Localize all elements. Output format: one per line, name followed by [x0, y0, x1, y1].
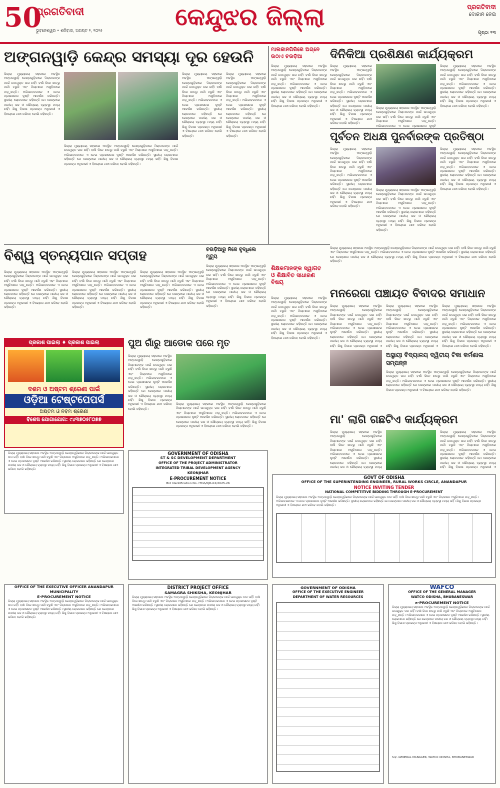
headline-anganwadi: ଅଙ୍ଗନୱାଡ଼ି କେନ୍ଦ୍ର ସମସ୍ୟା ଦୂର ହେଉନି	[4, 48, 254, 66]
supt-gov: GOVT OF ODISHA	[363, 475, 405, 480]
article-purbatana-col1: ଜିଲ୍ଲା ମୁଖ୍ୟାଳୟ ସହରରେ ଅବସ୍ଥିତ ଅଙ୍ଗନୱାଡ଼ି କେନ୍ଦ୍ରଗୁଡ଼ିକରେ ପିଲାମାନଙ୍କ ପାଇଁ ଉପଯୁକ୍ତ ଘର ନାହିଁ। ବର୍ଷା ଦିନେ ଛାତରୁ ପାଣି ଝରୁଛି ଏବଂ ପିଲାମାନେ ଅସୁବିଧାରେ ପଡ଼ୁଛନ୍ତି। ଅଭିଭାବକମାନେ ଏ ନେଇ ପ୍ରଶାସନର ଦୃଷ୍ଟି ଆକର୍ଷଣ କରିଛନ୍ତି। ସ୍ଥାନୀୟ ଲୋକମାନେ କହିଛନ୍ତି ଯେ କେନ୍ଦ୍ରରେ ପାନୀୟ ଜଳ ଓ ଶୌଚାଳୟ ବ୍ୟବସ୍ଥା ମଧ୍ୟ ନାହିଁ। ଶିଶୁ ବିକାଶ ପ୍ରକଳ୍ପ ଅଧିକାରୀ ଏ ବିଷୟରେ ଯାଞ୍ଚ କରିବେ ବୋଲି କହିଛନ୍ତି।	[330, 147, 372, 209]
samagra-sub: SAMAGRA SHIKSHA, KEONJHAR	[164, 590, 232, 595]
article-breastfeeding-col3: ଜିଲ୍ଲା ମୁଖ୍ୟାଳୟ ସହରରେ ଅବସ୍ଥିତ ଅଙ୍ଗନୱାଡ଼ି କେନ୍ଦ୍ରଗୁଡ଼ିକରେ ପିଲାମାନଙ୍କ ପାଇଁ ଉପଯୁକ୍ତ ଘର ନାହିଁ। ବର୍ଷା ଦିନେ ଛାତରୁ ପାଣି ଝରୁଛି ଏବଂ ପିଲାମାନେ ଅସୁବିଧାରେ ପଡ଼ୁଛନ୍ତି। ଅଭିଭାବକମାନେ ଏ ନେଇ ପ୍ରଶାସନର ଦୃଷ୍ଟି ଆକର୍ଷଣ କରିଛନ୍ତି। ସ୍ଥାନୀୟ ଲୋକମାନେ କହିଛନ୍ତି ଯେ କେନ୍ଦ୍ରରେ ପାନୀୟ ଜଳ ଓ ଶୌଚାଳୟ ବ୍ୟବସ୍ଥା ମଧ୍ୟ ନାହିଁ। ଶିଶୁ ବିକାଶ ପ୍ରକଳ୍ପ ଅଧିକାରୀ ଏ ବିଷୟରେ ଯାଞ୍ଚ କରିବେ ବୋଲି କହିଛନ୍ତି।	[140, 270, 204, 310]
headline-side-mid: ଶିକ୍ଷକମାନଙ୍କ ସ୍ୱାଗତ ଓ ଶିକ୍ଷାବିତ ସାଧାରଣ ବିଷୟ	[271, 266, 322, 286]
supt-type: NATIONAL COMPETITIVE BIDDING THROUGH E-PROCUREMENT	[325, 490, 443, 494]
article-death-col1: ଜିଲ୍ଲା ମୁଖ୍ୟାଳୟ ସହରରେ ଅବସ୍ଥିତ ଅଙ୍ଗନୱାଡ଼ି କେନ୍ଦ୍ରଗୁଡ଼ିକରେ ପିଲାମାନଙ୍କ ପାଇଁ ଉପଯୁକ୍ତ ଘର ନାହିଁ। ବର୍ଷା ଦିନେ ଛାତରୁ ପାଣି ଝରୁଛି ଏବଂ ପିଲାମାନେ ଅସୁବିଧାରେ ପଡ଼ୁଛନ୍ତି। ଅଭିଭାବକମାନେ ଏ ନେଇ ପ୍ରଶାସନର ଦୃଷ୍ଟି ଆକର୍ଷଣ କରିଛନ୍ତି। ସ୍ଥାନୀୟ ଲୋକମାନେ କହିଛନ୍ତି ଯେ କେନ୍ଦ୍ରରେ ପାନୀୟ ଜଳ ଓ ଶୌଚାଳୟ ବ୍ୟବସ୍ଥା ମଧ୍ୟ ନାହିଁ। ଶିଶୁ ବିକାଶ ପ୍ରକଳ୍ପ ଅଧିକାରୀ ଏ ବିଷୟରେ ଯାଞ୍ଚ କରିବେ ବୋଲି କହିଛନ୍ତି।	[128, 354, 172, 411]
headline-training: ଦିନିକିଆ ପ୍ରଶିକ୍ଷଣ କାର୍ଯ୍ୟକ୍ରମ	[330, 47, 474, 61]
headline-death: ପୁଅ ଗାଁରୁ ଆଡୋକ ପରେ ମୃତ	[128, 339, 230, 349]
itda-dept: ST & SC DEVELOPMENT DEPARTMENT	[160, 456, 236, 460]
water-office: OFFICE OF THE EXECUTIVE ENGINEER	[292, 590, 364, 594]
article-mgnrega-col2: ଜିଲ୍ଲା ମୁଖ୍ୟାଳୟ ସହରରେ ଅବସ୍ଥିତ ଅଙ୍ଗନୱାଡ଼ି କେନ୍ଦ୍ରଗୁଡ଼ିକରେ ପିଲାମାନଙ୍କ ପାଇଁ ଉପଯୁକ୍ତ ଘର ନାହିଁ। ବର୍ଷା ଦିନେ ଛାତରୁ ପାଣି ଝରୁଛି ଏବଂ ପିଲାମାନେ ଅସୁବିଧାରେ ପଡ଼ୁଛନ୍ତି। ଅଭିଭାବକମାନେ ଏ ନେଇ ପ୍ରଶାସନର ଦୃଷ୍ଟି ଆକର୍ଷଣ କରିଛନ୍ତି। ସ୍ଥାନୀୟ ଲୋକମାନେ କହିଛନ୍ତି ଯେ କେନ୍ଦ୍ରରେ ପାନୀୟ ଜଳ ଓ ଶୌଚାଳୟ ବ୍ୟବସ୍ଥା ମଧ୍ୟ ନାହିଁ। ଶିଶୁ ବିକାଶ ପ୍ରକଳ୍ପ ଅଧିକାରୀ ଏ	[386, 304, 438, 348]
book-cover-2	[46, 350, 82, 382]
itda-notice: E-PROCUREMENT NOTICE	[169, 476, 227, 481]
page-title: କେନ୍ଦୁଝର ଜିଲ୍ଲା	[175, 3, 325, 31]
water-table	[276, 602, 380, 772]
article-maa-col1: ଜିଲ୍ଲା ମୁଖ୍ୟାଳୟ ସହରରେ ଅବସ୍ଥିତ ଅଙ୍ଗନୱାଡ଼ି କେନ୍ଦ୍ରଗୁଡ଼ିକରେ ପିଲାମାନଙ୍କ ପାଇଁ ଉପଯୁକ୍ତ ଘର ନାହିଁ। ବର୍ଷା ଦିନେ ଛାତରୁ ପାଣି ଝରୁଛି ଏବଂ ପିଲାମାନେ ଅସୁବିଧାରେ ପଡ଼ୁଛନ୍ତି। ଅଭିଭାବକମାନେ ଏ ନେଇ ପ୍ରଶାସନର ଦୃଷ୍ଟି ଆକର୍ଷଣ କରିଛନ୍ତି। ସ୍ଥାନୀୟ ଲୋକମାନେ କହିଛନ୍ତି ଯେ କେନ୍ଦ୍ରରେ ପାନୀୟ ଜଳ ଓ ଶୌଚାଳୟ ବ୍ୟବସ୍ଥା ମଧ୍ୟ	[330, 430, 382, 470]
wafco-body: ଜିଲ୍ଲା ମୁଖ୍ୟାଳୟ ସହରରେ ଅବସ୍ଥିତ ଅଙ୍ଗନୱାଡ଼ି କେନ୍ଦ୍ରଗୁଡ଼ିକରେ ପିଲାମାନଙ୍କ ପାଇଁ ଉପଯୁକ୍ତ ଘର ନାହିଁ। ବର୍ଷା ଦିନେ ଛାତରୁ ପାଣି ଝରୁଛି ଏବଂ ପିଲାମାନେ ଅସୁବିଧାରେ ପଡ଼ୁଛନ୍ତି। ଅଭିଭାବକମାନେ ଏ ନେଇ ପ୍ରଶାସନର ଦୃଷ୍ଟି ଆକର୍ଷଣ କରିଛନ୍ତି। ସ୍ଥାନୀୟ ଲୋକମାନେ କହିଛନ୍ତି ଯେ କେନ୍ଦ୍ରରେ ପାନୀୟ ଜଳ ଓ ଶୌଚାଳୟ ବ୍ୟବସ୍ଥା ମଧ୍ୟ ନାହିଁ। ଶିଶୁ ବିକାଶ ପ୍ରକଳ୍ପ ଅଧିକାରୀ ଏ ବିଷୟରେ ଯାଞ୍ଚ କରିବେ ବୋଲି କହିଛନ୍ତି।	[392, 605, 490, 625]
photo-death	[176, 354, 266, 400]
itda-gov: GOVERNMENT OF ODISHA	[167, 451, 229, 456]
corner-brand-sub: ଦୋକାନ ନେଇ	[468, 12, 496, 18]
nagarpur-ad	[4, 584, 124, 784]
promo-ad	[4, 338, 124, 448]
promo-line: ଦଶମ ଓ ଅଷ୍ଟମ ଶ୍ରେଣୀ ପାଇଁ	[27, 386, 101, 393]
supt-notice: NOTICE INVITING TENDER	[353, 485, 415, 490]
article-death-col2: ଜିଲ୍ଲା ମୁଖ୍ୟାଳୟ ସହରରେ ଅବସ୍ଥିତ ଅଙ୍ଗନୱାଡ଼ି କେନ୍ଦ୍ରଗୁଡ଼ିକରେ ପିଲାମାନଙ୍କ ପାଇଁ ଉପଯୁକ୍ତ ଘର ନାହିଁ। ବର୍ଷା ଦିନେ ଛାତରୁ ପାଣି ଝରୁଛି ଏବଂ ପିଲାମାନେ ଅସୁବିଧାରେ ପଡ଼ୁଛନ୍ତି। ଅଭିଭାବକମାନେ ଏ ନେଇ ପ୍ରଶାସନର ଦୃଷ୍ଟି ଆକର୍ଷଣ କରିଛନ୍ତି। ସ୍ଥାନୀୟ ଲୋକମାନେ କହିଛନ୍ତି ଯେ କେନ୍ଦ୍ରରେ ପାନୀୟ ଜଳ ଓ ଶୌଚାଳୟ ବ୍ୟବସ୍ଥା ମଧ୍ୟ ନାହିଁ। ଶିଶୁ ବିକାଶ ପ୍ରକଳ୍ପ ଅଧିକାରୀ ଏ ବିଷୟରେ ଯାଞ୍ଚ କରିବେ ବୋଲି କହିଛନ୍ତି।	[176, 402, 266, 429]
article-breastfeeding-col2: ଜିଲ୍ଲା ମୁଖ୍ୟାଳୟ ସହରରେ ଅବସ୍ଥିତ ଅଙ୍ଗନୱାଡ଼ି କେନ୍ଦ୍ରଗୁଡ଼ିକରେ ପିଲାମାନଙ୍କ ପାଇଁ ଉପଯୁକ୍ତ ଘର ନାହିଁ। ବର୍ଷା ଦିନେ ଛାତରୁ ପାଣି ଝରୁଛି ଏବଂ ପିଲାମାନେ ଅସୁବିଧାରେ ପଡ଼ୁଛନ୍ତି। ଅଭିଭାବକମାନେ ଏ ନେଇ ପ୍ରଶାସନର ଦୃଷ୍ଟି ଆକର୍ଷଣ କରିଛନ୍ତି। ସ୍ଥାନୀୟ ଲୋକମାନେ କହିଛନ୍ତି ଯେ କେନ୍ଦ୍ରରେ ପାନୀୟ ଜଳ ଓ ଶୌଚାଳୟ ବ୍ୟବସ୍ଥା ମଧ୍ୟ ନାହିଁ। ଶିଶୁ ବିକାଶ ପ୍ରକଳ୍ପ ଅଧିକାରୀ ଏ ବିଷୟରେ ଯାଞ୍ଚ କରିବେ ବୋଲି କହିଛନ୍ତି।	[72, 270, 136, 310]
corner-brand	[408, 4, 496, 18]
headline-side-top: ମାଲକାନଗିରିରେ ଅଗ୍ନେ ଉଠାଏ ଚଉଡ଼ିଆ	[271, 47, 320, 60]
itda-place: KEONJHAR	[187, 471, 209, 475]
article-anganwadi-below: ଜିଲ୍ଲା ମୁଖ୍ୟାଳୟ ସହରରେ ଅବସ୍ଥିତ ଅଙ୍ଗନୱାଡ଼ି କେନ୍ଦ୍ରଗୁଡ଼ିକରେ ପିଲାମାନଙ୍କ ପାଇଁ ଉପଯୁକ୍ତ ଘର ନାହିଁ। ବର୍ଷା ଦିନେ ଛାତରୁ ପାଣି ଝରୁଛି ଏବଂ ପିଲାମାନେ ଅସୁବିଧାରେ ପଡ଼ୁଛନ୍ତି। ଅଭିଭାବକମାନେ ଏ ନେଇ ପ୍ରଶାସନର ଦୃଷ୍ଟି ଆକର୍ଷଣ କରିଛନ୍ତି। ସ୍ଥାନୀୟ ଲୋକମାନେ କହିଛନ୍ତି ଯେ କେନ୍ଦ୍ରରେ ପାନୀୟ ଜଳ ଓ ଶୌଚାଳୟ ବ୍ୟବସ୍ଥା ମଧ୍ୟ ନାହିଁ। ଶିଶୁ ବିକାଶ ପ୍ରକଳ୍ପ ଅଧିକାରୀ ଏ ବିଷୟରେ ଯାଞ୍ଚ କରିବେ ବୋଲି କହିଛନ୍ତି।	[64, 144, 178, 166]
corner-brand-name: ପ୍ରଗତିବାଦୀ	[467, 4, 496, 11]
supt-body: ଜିଲ୍ଲା ମୁଖ୍ୟାଳୟ ସହରରେ ଅବସ୍ଥିତ ଅଙ୍ଗନୱାଡ଼ି କେନ୍ଦ୍ରଗୁଡ଼ିକରେ ପିଲାମାନଙ୍କ ପାଇଁ ଉପଯୁକ୍ତ ଘର ନାହିଁ। ବର୍ଷା ଦିନେ ଛାତରୁ ପାଣି ଝରୁଛି ଏବଂ ପିଲାମାନେ ଅସୁବିଧାରେ ପଡ଼ୁଛନ୍ତି। ଅଭିଭାବକମାନେ ଏ ନେଇ ପ୍ରଶାସନର ଦୃଷ୍ଟି ଆକର୍ଷଣ କରିଛନ୍ତି। ସ୍ଥାନୀୟ ଲୋକମାନେ କହିଛନ୍ତି ଯେ କେନ୍ଦ୍ରରେ ପାନୀୟ ଜଳ ଓ ଶୌଚାଳୟ ବ୍ୟବସ୍ଥା ମଧ୍ୟ ନାହିଁ। ଶିଶୁ ବିକାଶ ପ୍ରକଳ୍ପ ଅଧିକାରୀ ଏ ବିଷୟରେ ଯାଞ୍ଚ କରିବେ ବୋଲି କହିଛନ୍ତି।	[276, 495, 482, 507]
municipal-ad-body: ଜିଲ୍ଲା ମୁଖ୍ୟାଳୟ ସହରରେ ଅବସ୍ଥିତ ଅଙ୍ଗନୱାଡ଼ି କେନ୍ଦ୍ରଗୁଡ଼ିକରେ ପିଲାମାନଙ୍କ ପାଇଁ ଉପଯୁକ୍ତ ଘର ନାହିଁ। ବର୍ଷା ଦିନେ ଛାତରୁ ପାଣି ଝରୁଛି ଏବଂ ପିଲାମାନେ ଅସୁବିଧାରେ ପଡ଼ୁଛନ୍ତି। ଅଭିଭାବକମାନେ ଏ ନେଇ ପ୍ରଶାସନର ଦୃଷ୍ଟି ଆକର୍ଷଣ କରିଛନ୍ତି। ସ୍ଥାନୀୟ ଲୋକମାନେ କହିଛନ୍ତି ଯେ କେନ୍ଦ୍ରରେ ପାନୀୟ ଜଳ ଓ ଶୌଚାଳୟ ବ୍ୟବସ୍ଥା ମଧ୍ୟ ନାହିଁ। ଶିଶୁ ବିକାଶ ପ୍ରକଳ୍ପ ଅଧିକାରୀ ଏ ବିଷୟରେ ଯାଞ୍ଚ କରିବେ ବୋଲି କହିଛନ୍ତି।	[8, 451, 119, 471]
anniversary-logo	[4, 2, 42, 36]
photo-purbatana	[376, 147, 436, 185]
article-side-mid: ଜିଲ୍ଲା ମୁଖ୍ୟାଳୟ ସହରରେ ଅବସ୍ଥିତ ଅଙ୍ଗନୱାଡ଼ି କେନ୍ଦ୍ରଗୁଡ଼ିକରେ ପିଲାମାନଙ୍କ ପାଇଁ ଉପଯୁକ୍ତ ଘର ନାହିଁ। ବର୍ଷା ଦିନେ ଛାତରୁ ପାଣି ଝରୁଛି ଏବଂ ପିଲାମାନେ ଅସୁବିଧାରେ ପଡ଼ୁଛନ୍ତି। ଅଭିଭାବକମାନେ ଏ ନେଇ ପ୍ରଶାସନର ଦୃଷ୍ଟି ଆକର୍ଷଣ କରିଛନ୍ତି। ସ୍ଥାନୀୟ ଲୋକମାନେ କହିଛନ୍ତି ଯେ କେନ୍ଦ୍ରରେ ପାନୀୟ ଜଳ ଓ ଶୌଚାଳୟ ବ୍ୟବସ୍ଥା ମଧ୍ୟ ନାହିଁ। ଶିଶୁ ବିକାଶ ପ୍ରକଳ୍ପ ଅଧିକାରୀ ଏ ବିଷୟରେ ଯାଞ୍ଚ କରିବେ ବୋଲି କହିଛନ୍ତି।	[271, 296, 327, 340]
promo-contact: ବିଶେଷ ଯୋଗାଯୋଗ: ୯୪୩୭୦୫୮୦୭୭	[5, 416, 123, 424]
wafco-sign: Sd/- GENERAL MANAGER, WATCO ODISHA, BHUBANESWAR	[392, 755, 474, 759]
article-anganwadi-col2: ଜିଲ୍ଲା ମୁଖ୍ୟାଳୟ ସହରରେ ଅବସ୍ଥିତ ଅଙ୍ଗନୱାଡ଼ି କେନ୍ଦ୍ରଗୁଡ଼ିକରେ ପିଲାମାନଙ୍କ ପାଇଁ ଉପଯୁକ୍ତ ଘର ନାହିଁ। ବର୍ଷା ଦିନେ ଛାତରୁ ପାଣି ଝରୁଛି ଏବଂ ପିଲାମାନେ ଅସୁବିଧାରେ ପଡ଼ୁଛନ୍ତି। ଅଭିଭାବକମାନେ ଏ ନେଇ ପ୍ରଶାସନର ଦୃଷ୍ଟି ଆକର୍ଷଣ କରିଛନ୍ତି। ସ୍ଥାନୀୟ ଲୋକମାନେ କହିଛନ୍ତି ଯେ କେନ୍ଦ୍ରରେ ପାନୀୟ ଜଳ ଓ ଶୌଚାଳୟ ବ୍ୟବସ୍ଥା ମଧ୍ୟ ନାହିଁ। ଶିଶୁ ବିକାଶ ପ୍ରକଳ୍ପ ଅଧିକାରୀ ଏ ବିଷୟରେ ଯାଞ୍ଚ କରିବେ ବୋଲି କହିଛନ୍ତି।	[182, 72, 222, 138]
wafco-notice: e-PROCUREMENT NOTICE	[415, 600, 469, 605]
article-mgnrega-col3: ଜିଲ୍ଲା ମୁଖ୍ୟାଳୟ ସହରରେ ଅବସ୍ଥିତ ଅଙ୍ଗନୱାଡ଼ି କେନ୍ଦ୍ରଗୁଡ଼ିକରେ ପିଲାମାନଙ୍କ ପାଇଁ ଉପଯୁକ୍ତ ଘର ନାହିଁ। ବର୍ଷା ଦିନେ ଛାତରୁ ପାଣି ଝରୁଛି ଏବଂ ପିଲାମାନେ ଅସୁବିଧାରେ ପଡ଼ୁଛନ୍ତି। ଅଭିଭାବକମାନେ ଏ ନେଇ ପ୍ରଶାସନର ଦୃଷ୍ଟି ଆକର୍ଷଣ କରିଛନ୍ତି। ସ୍ଥାନୀୟ ଲୋକମାନେ କହିଛନ୍ତି ଯେ କେନ୍ଦ୍ରରେ ପାନୀୟ ଜଳ ଓ ଶୌଚାଳୟ ବ୍ୟବସ୍ଥା ମଧ୍ୟ ନାହିଁ। ଶିଶୁ ବିକାଶ ପ୍ରକଳ୍ପ ଅଧିକାରୀ ଏ ବିଷୟରେ ଯାଞ୍ଚ କରିବେ ବୋଲି କହିଛନ୍ତି।	[442, 304, 496, 348]
nagarpur-notice: E-PROCUREMENT NOTICE	[37, 594, 91, 600]
training-rule	[330, 128, 496, 129]
nagarpur-body: ଜିଲ୍ଲା ମୁଖ୍ୟାଳୟ ସହରରେ ଅବସ୍ଥିତ ଅଙ୍ଗନୱାଡ଼ି କେନ୍ଦ୍ରଗୁଡ଼ିକରେ ପିଲାମାନଙ୍କ ପାଇଁ ଉପଯୁକ୍ତ ଘର ନାହିଁ। ବର୍ଷା ଦିନେ ଛାତରୁ ପାଣି ଝରୁଛି ଏବଂ ପିଲାମାନେ ଅସୁବିଧାରେ ପଡ଼ୁଛନ୍ତି। ଅଭିଭାବକମାନେ ଏ ନେଇ ପ୍ରଶାସନର ଦୃଷ୍ଟି ଆକର୍ଷଣ କରିଛନ୍ତି। ସ୍ଥାନୀୟ ଲୋକମାନେ କହିଛନ୍ତି ଯେ କେନ୍ଦ୍ରରେ ପାନୀୟ ଜଳ ଓ ଶୌଚାଳୟ ବ୍ୟବସ୍ଥା ମଧ୍ୟ ନାହିଁ। ଶିଶୁ ବିକାଶ ପ୍ରକଳ୍ପ ଅଧିକାରୀ ଏ ବିଷୟରେ ଯାଞ୍ଚ କରିବେ ବୋଲି କହିଛନ୍ତି।	[8, 599, 119, 620]
photo-anganwadi-2	[118, 72, 178, 140]
brand-name: ପ୍ରଗତିବାଦୀ	[36, 7, 85, 18]
water-div: DEPARTMENT OF WATER RESOURCES	[292, 595, 364, 599]
article-mgnrega-col1: ଜିଲ୍ଲା ମୁଖ୍ୟାଳୟ ସହରରେ ଅବସ୍ଥିତ ଅଙ୍ଗନୱାଡ଼ି କେନ୍ଦ୍ରଗୁଡ଼ିକରେ ପିଲାମାନଙ୍କ ପାଇଁ ଉପଯୁକ୍ତ ଘର ନାହିଁ। ବର୍ଷା ଦିନେ ଛାତରୁ ପାଣି ଝରୁଛି ଏବଂ ପିଲାମାନେ ଅସୁବିଧାରେ ପଡ଼ୁଛନ୍ତି। ଅଭିଭାବକମାନେ ଏ ନେଇ ପ୍ରଶାସନର ଦୃଷ୍ଟି ଆକର୍ଷଣ କରିଛନ୍ତି। ସ୍ଥାନୀୟ ଲୋକମାନେ କହିଛନ୍ତି ଯେ କେନ୍ଦ୍ରରେ ପାନୀୟ ଜଳ ଓ ଶୌଚାଳୟ ବ୍ୟବସ୍ଥା ମଧ୍ୟ ନାହିଁ। ଶିଶୁ ବିକାଶ ପ୍ରକଳ୍ପ ଅଧିକାରୀ ଏ	[330, 304, 382, 348]
masthead	[0, 0, 500, 44]
article-purbatana-col3: ଜିଲ୍ଲା ମୁଖ୍ୟାଳୟ ସହରରେ ଅବସ୍ଥିତ ଅଙ୍ଗନୱାଡ଼ି କେନ୍ଦ୍ରଗୁଡ଼ିକରେ ପିଲାମାନଙ୍କ ପାଇଁ ଉପଯୁକ୍ତ ଘର ନାହିଁ। ବର୍ଷା ଦିନେ ଛାତରୁ ପାଣି ଝରୁଛି ଏବଂ ପିଲାମାନେ ଅସୁବିଧାରେ ପଡ଼ୁଛନ୍ତି। ଅଭିଭାବକମାନେ ଏ ନେଇ ପ୍ରଶାସନର ଦୃଷ୍ଟି ଆକର୍ଷଣ କରିଛନ୍ତି। ସ୍ଥାନୀୟ ଲୋକମାନେ କହିଛନ୍ତି ଯେ କେନ୍ଦ୍ରରେ ପାନୀୟ ଜଳ ଓ ଶୌଚାଳୟ ବ୍ୟବସ୍ଥା ମଧ୍ୟ ନାହିଁ। ଶିଶୁ ବିକାଶ ପ୍ରକଳ୍ପ ଅଧିକାରୀ ଏ ବିଷୟରେ ଯାଞ୍ଚ କରିବେ ବୋଲି କହିଛନ୍ତି।	[376, 188, 436, 232]
dateline: ଭୁବନେଶ୍ୱର • ଶନିବାର, ଅଗଷ୍ଟ ୨, ୨୦୨୫	[36, 28, 103, 33]
nagarpur-office: OFFICE OF THE EXECUTIVE OFFICER ANANDAPUR MUNICIPALITY	[14, 585, 114, 594]
article-anganwadi-col1: ଜିଲ୍ଲା ମୁଖ୍ୟାଳୟ ସହରରେ ଅବସ୍ଥିତ ଅଙ୍ଗନୱାଡ଼ି କେନ୍ଦ୍ରଗୁଡ଼ିକରେ ପିଲାମାନଙ୍କ ପାଇଁ ଉପଯୁକ୍ତ ଘର ନାହିଁ। ବର୍ଷା ଦିନେ ଛାତରୁ ପାଣି ଝରୁଛି ଏବଂ ପିଲାମାନେ ଅସୁବିଧାରେ ପଡ଼ୁଛନ୍ତି। ଅଭିଭାବକମାନେ ଏ ନେଇ ପ୍ରଶାସନର ଦୃଷ୍ଟି ଆକର୍ଷଣ କରିଛନ୍ତି। ସ୍ଥାନୀୟ ଲୋକମାନେ କହିଛନ୍ତି ଯେ କେନ୍ଦ୍ରରେ ପାନୀୟ ଜଳ ଓ ଶୌଚାଳୟ ବ୍ୟବସ୍ଥା ମଧ୍ୟ ନାହିଁ। ଶିଶୁ ବିକାଶ ପ୍ରକଳ୍ପ ଅଧିକାରୀ ଏ ବିଷୟରେ ଯାଞ୍ଚ କରିବେ ବୋଲି କହିଛନ୍ତି।	[4, 72, 60, 116]
article-training-col1: ଜିଲ୍ଲା ମୁଖ୍ୟାଳୟ ସହରରେ ଅବସ୍ଥିତ ଅଙ୍ଗନୱାଡ଼ି କେନ୍ଦ୍ରଗୁଡ଼ିକରେ ପିଲାମାନଙ୍କ ପାଇଁ ଉପଯୁକ୍ତ ଘର ନାହିଁ। ବର୍ଷା ଦିନେ ଛାତରୁ ପାଣି ଝରୁଛି ଏବଂ ପିଲାମାନେ ଅସୁବିଧାରେ ପଡ଼ୁଛନ୍ତି। ଅଭିଭାବକମାନେ ଏ ନେଇ ପ୍ରଶାସନର ଦୃଷ୍ଟି ଆକର୍ଷଣ କରିଛନ୍ତି। ସ୍ଥାନୀୟ ଲୋକମାନେ କହିଛନ୍ତି ଯେ କେନ୍ଦ୍ରରେ ପାନୀୟ ଜଳ ଓ ଶୌଚାଳୟ ବ୍ୟବସ୍ଥା ମଧ୍ୟ ନାହିଁ। ଶିଶୁ ବିକାଶ ପ୍ରକଳ୍ପ ଅଧିକାରୀ ଏ ବିଷୟରେ ଯାଞ୍ଚ କରିବେ ବୋଲି କହିଛନ୍ତି।	[330, 64, 372, 126]
article-training-col3: ଜିଲ୍ଲା ମୁଖ୍ୟାଳୟ ସହରରେ ଅବସ୍ଥିତ ଅଙ୍ଗନୱାଡ଼ି କେନ୍ଦ୍ରଗୁଡ଼ିକରେ ପିଲାମାନଙ୍କ ପାଇଁ ଉପଯୁକ୍ତ ଘର ନାହିଁ। ବର୍ଷା ଦିନେ ଛାତରୁ ପାଣି ଝରୁଛି ଏବଂ ପିଲାମାନେ ଅସୁବିଧାରେ ପଡ଼ୁଛନ୍ତି। ଅଭିଭାବକମାନେ ଏ ନେଇ ପ୍ରଶାସନର ଦୃଷ୍ଟି	[376, 106, 436, 128]
headline-small-mid: ଚଉଡ଼ିଆରୁ ନିଜେ ବୃଦ୍ଧିଲେ ମୃତ୍ୟୁ	[206, 247, 257, 260]
headline-mgnrega: ମନରେଗା ପଞ୍ଚାୟତ ବିବାଦର ସମାଧାନ	[330, 287, 486, 300]
supt-office: OFFICE OF THE SUPERINTENDING ENGINEER, RURAL WORKS CIRCLE, ANANDAPUR	[301, 480, 467, 484]
headline-breastfeeding: ବିଶ୍ୱ ସ୍ତନ୍ୟପାନ ସପ୍ତାହ	[4, 248, 147, 264]
photo-maa	[386, 430, 436, 470]
headline-maa: ମା' ଲାଗି ଗଛଟିଏ କାର୍ଯ୍ୟକ୍ରମ	[330, 413, 458, 426]
samagra-ad	[128, 584, 268, 784]
promo-head: ପ୍ରକାଶ ପାଇଲା ♦ ପ୍ରକାଶ ପାଇଲା	[5, 339, 123, 347]
section-rule-1	[4, 244, 330, 245]
masthead-rule	[0, 42, 500, 44]
article-anganwadi-col3: ଜିଲ୍ଲା ମୁଖ୍ୟାଳୟ ସହରରେ ଅବସ୍ଥିତ ଅଙ୍ଗନୱାଡ଼ି କେନ୍ଦ୍ରଗୁଡ଼ିକରେ ପିଲାମାନଙ୍କ ପାଇଁ ଉପଯୁକ୍ତ ଘର ନାହିଁ। ବର୍ଷା ଦିନେ ଛାତରୁ ପାଣି ଝରୁଛି ଏବଂ ପିଲାମାନେ ଅସୁବିଧାରେ ପଡ଼ୁଛନ୍ତି। ଅଭିଭାବକମାନେ ଏ ନେଇ ପ୍ରଶାସନର ଦୃଷ୍ଟି ଆକର୍ଷଣ କରିଛନ୍ତି। ସ୍ଥାନୀୟ ଲୋକମାନେ କହିଛନ୍ତି ଯେ କେନ୍ଦ୍ରରେ ପାନୀୟ ଜଳ ଓ ଶୌଚାଳୟ ବ୍ୟବସ୍ଥା ମଧ୍ୟ ନାହିଁ। ଶିଶୁ ବିକାଶ ପ୍ରକଳ୍ପ ଅଧିକାରୀ ଏ ବିଷୟରେ ଯାଞ୍ଚ କରିବେ ବୋଲି କହିଛନ୍ତି।	[226, 72, 266, 138]
headline-purbatana: ପୂର୍ବତନ ଅଧକ୍ଷ ପୁନର୍ବାରଙ୍କ ପ୍ରତିଷ୍ଠା	[330, 131, 485, 143]
article-training-col2: ଜିଲ୍ଲା ମୁଖ୍ୟାଳୟ ସହରରେ ଅବସ୍ଥିତ ଅଙ୍ଗନୱାଡ଼ି କେନ୍ଦ୍ରଗୁଡ଼ିକରେ ପିଲାମାନଙ୍କ ପାଇଁ ଉପଯୁକ୍ତ ଘର ନାହିଁ। ବର୍ଷା ଦିନେ ଛାତରୁ ପାଣି ଝରୁଛି ଏବଂ ପିଲାମାନେ ଅସୁବିଧାରେ ପଡ଼ୁଛନ୍ତି। ଅଭିଭାବକମାନେ ଏ ନେଇ ପ୍ରଶାସନର ଦୃଷ୍ଟି ଆକର୍ଷଣ କରିଛନ୍ତି। ସ୍ଥାନୀୟ ଲୋକମାନେ କହିଛନ୍ତି ଯେ କେନ୍ଦ୍ରରେ ପାନୀୟ ଜଳ ଓ ଶୌଚାଳୟ ବ୍ୟବସ୍ଥା ମଧ୍ୟ ନାହିଁ। ଶିଶୁ ବିକାଶ ପ୍ରକଳ୍ପ ଅଧିକାରୀ ଏ ବିଷୟରେ ଯାଞ୍ଚ କରିବେ ବୋଲି କହିଛନ୍ତି।	[440, 64, 496, 108]
itda-office: OFFICE OF THE PROJECT ADMINISTRATOR	[158, 461, 238, 465]
article-maa-col2: ଜିଲ୍ଲା ମୁଖ୍ୟାଳୟ ସହରରେ ଅବସ୍ଥିତ ଅଙ୍ଗନୱାଡ଼ି କେନ୍ଦ୍ରଗୁଡ଼ିକରେ ପିଲାମାନଙ୍କ ପାଇଁ ଉପଯୁକ୍ତ ଘର ନାହିଁ। ବର୍ଷା ଦିନେ ଛାତରୁ ପାଣି ଝରୁଛି ଏବଂ ପିଲାମାନେ ଅସୁବିଧାରେ ପଡ଼ୁଛନ୍ତି। ଅଭିଭାବକମାନେ ଏ ନେଇ ପ୍ରଶାସନର ଦୃଷ୍ଟି ଆକର୍ଷଣ କରିଛନ୍ତି। ସ୍ଥାନୀୟ ଲୋକମାନେ କହିଛନ୍ତି ଯେ କେନ୍ଦ୍ରରେ ପାନୀୟ ଜଳ ଓ ଶୌଚାଳୟ ବ୍ୟବସ୍ଥା ମଧ୍ୟ ନାହିଁ। ଶିଶୁ ବିକାଶ ପ୍ରକଳ୍ପ ଅଧିକାରୀ ଏ	[440, 430, 496, 470]
column-divider-1	[268, 46, 269, 244]
samagra-office: DISTRICT PROJECT OFFICE	[167, 585, 229, 590]
itda-name: INTEGRATED TRIBAL DEVELOPMENT AGENCY	[155, 466, 241, 470]
samagra-body: ଜିଲ୍ଲା ମୁଖ୍ୟାଳୟ ସହରରେ ଅବସ୍ଥିତ ଅଙ୍ଗନୱାଡ଼ି କେନ୍ଦ୍ରଗୁଡ଼ିକରେ ପିଲାମାନଙ୍କ ପାଇଁ ଉପଯୁକ୍ତ ଘର ନାହିଁ। ବର୍ଷା ଦିନେ ଛାତରୁ ପାଣି ଝରୁଛି ଏବଂ ପିଲାମାନେ ଅସୁବିଧାରେ ପଡ଼ୁଛନ୍ତି। ଅଭିଭାବକମାନେ ଏ ନେଇ ପ୍ରଶାସନର ଦୃଷ୍ଟି ଆକର୍ଷଣ କରିଛନ୍ତି। ସ୍ଥାନୀୟ ଲୋକମାନେ କହିଛନ୍ତି ଯେ କେନ୍ଦ୍ରରେ ପାନୀୟ ଜଳ ଓ ଶୌଚାଳୟ ବ୍ୟବସ୍ଥା ମଧ୍ୟ ନାହିଁ। ଶିଶୁ ବିକାଶ ପ୍ରକଳ୍ପ ଅଧିକାରୀ ଏ ବିଷୟରେ ଯାଞ୍ଚ କରିବେ ବୋଲି କହିଛନ୍ତି।	[132, 595, 261, 611]
article-side-top: ଜିଲ୍ଲା ମୁଖ୍ୟାଳୟ ସହରରେ ଅବସ୍ଥିତ ଅଙ୍ଗନୱାଡ଼ି କେନ୍ଦ୍ରଗୁଡ଼ିକରେ ପିଲାମାନଙ୍କ ପାଇଁ ଉପଯୁକ୍ତ ଘର ନାହିଁ। ବର୍ଷା ଦିନେ ଛାତରୁ ପାଣି ଝରୁଛି ଏବଂ ପିଲାମାନେ ଅସୁବିଧାରେ ପଡ଼ୁଛନ୍ତି। ଅଭିଭାବକମାନେ ଏ ନେଇ ପ୍ରଶାସନର ଦୃଷ୍ଟି ଆକର୍ଷଣ କରିଛନ୍ତି। ସ୍ଥାନୀୟ ଲୋକମାନେ କହିଛନ୍ତି ଯେ କେନ୍ଦ୍ରରେ ପାନୀୟ ଜଳ ଓ ଶୌଚାଳୟ ବ୍ୟବସ୍ଥା ମଧ୍ୟ ନାହିଁ। ଶିଶୁ ବିକାଶ ପ୍ରକଳ୍ପ ଅଧିକାରୀ ଏ ବିଷୟରେ ଯାଞ୍ଚ କରିବେ ବୋଲି କହିଛନ୍ତି।	[271, 64, 327, 108]
municipal-ad-left	[4, 450, 124, 514]
article-small-mid: ଜିଲ୍ଲା ମୁଖ୍ୟାଳୟ ସହରରେ ଅବସ୍ଥିତ ଅଙ୍ଗନୱାଡ଼ି କେନ୍ଦ୍ରଗୁଡ଼ିକରେ ପିଲାମାନଙ୍କ ପାଇଁ ଉପଯୁକ୍ତ ଘର ନାହିଁ। ବର୍ଷା ଦିନେ ଛାତରୁ ପାଣି ଝରୁଛି ଏବଂ ପିଲାମାନେ ଅସୁବିଧାରେ ପଡ଼ୁଛନ୍ତି। ଅଭିଭାବକମାନେ ଏ ନେଇ ପ୍ରଶାସନର ଦୃଷ୍ଟି ଆକର୍ଷଣ କରିଛନ୍ତି। ସ୍ଥାନୀୟ ଲୋକମାନେ କହିଛନ୍ତି ଯେ କେନ୍ଦ୍ରରେ ପାନୀୟ ଜଳ ଓ ଶୌଚାଳୟ ବ୍ୟବସ୍ଥା ମଧ୍ୟ ନାହିଁ। ଶିଶୁ ବିକାଶ ପ୍ରକଳ୍ପ ଅଧିକାରୀ ଏ ବିଷୟରେ ଯାଞ୍ଚ କରିବେ ବୋଲି କହିଛନ୍ତି।	[206, 264, 266, 308]
photo-anganwadi-1	[64, 72, 116, 140]
article-purbatana-col2: ଜିଲ୍ଲା ମୁଖ୍ୟାଳୟ ସହରରେ ଅବସ୍ଥିତ ଅଙ୍ଗନୱାଡ଼ି କେନ୍ଦ୍ରଗୁଡ଼ିକରେ ପିଲାମାନଙ୍କ ପାଇଁ ଉପଯୁକ୍ତ ଘର ନାହିଁ। ବର୍ଷା ଦିନେ ଛାତରୁ ପାଣି ଝରୁଛି ଏବଂ ପିଲାମାନେ ଅସୁବିଧାରେ ପଡ଼ୁଛନ୍ତି। ଅଭିଭାବକମାନେ ଏ ନେଇ ପ୍ରଶାସନର ଦୃଷ୍ଟି ଆକର୍ଷଣ କରିଛନ୍ତି। ସ୍ଥାନୀୟ ଲୋକମାନେ କହିଛନ୍ତି ଯେ କେନ୍ଦ୍ରରେ ପାନୀୟ ଜଳ ଓ ଶୌଚାଳୟ ବ୍ୟବସ୍ଥା ମଧ୍ୟ ନାହିଁ। ଶିଶୁ ବିକାଶ ପ୍ରକଳ୍ପ ଅଧିକାରୀ ଏ ବିଷୟରେ ଯାଞ୍ଚ କରିବେ ବୋଲି କହିଛନ୍ତି।	[440, 147, 496, 191]
headline-hospital: ଅସ୍ଥାୟୀ ବିଦ୍ୟାଳୟ ଦ୍ୱିତୀୟ ଟିକା କର୍ମଶାଳା ସମ୍ପନ୍ନ	[386, 352, 484, 367]
supt-table	[276, 513, 492, 563]
wafco-ad	[388, 584, 496, 784]
photo-training	[376, 64, 436, 104]
anniversary-number: 50	[4, 3, 42, 34]
book-cover-3	[84, 350, 120, 382]
article-breastfeeding-col1: ଜିଲ୍ଲା ମୁଖ୍ୟାଳୟ ସହରରେ ଅବସ୍ଥିତ ଅଙ୍ଗନୱାଡ଼ି କେନ୍ଦ୍ରଗୁଡ଼ିକରେ ପିଲାମାନଙ୍କ ପାଇଁ ଉପଯୁକ୍ତ ଘର ନାହିଁ। ବର୍ଷା ଦିନେ ଛାତରୁ ପାଣି ଝରୁଛି ଏବଂ ପିଲାମାନେ ଅସୁବିଧାରେ ପଡ଼ୁଛନ୍ତି। ଅଭିଭାବକମାନେ ଏ ନେଇ ପ୍ରଶାସନର ଦୃଷ୍ଟି ଆକର୍ଷଣ କରିଛନ୍ତି। ସ୍ଥାନୀୟ ଲୋକମାନେ କହିଛନ୍ତି ଯେ କେନ୍ଦ୍ରରେ ପାନୀୟ ଜଳ ଓ ଶୌଚାଳୟ ବ୍ୟବସ୍ଥା ମଧ୍ୟ ନାହିଁ। ଶିଶୁ ବିକାଶ ପ୍ରକଳ୍ପ ଅଧିକାରୀ ଏ ବିଷୟରେ ଯାଞ୍ଚ କରିବେ ବୋଲି କହିଛନ୍ତି।	[4, 270, 68, 310]
water-ad	[272, 584, 384, 784]
promo-title: ଓଡ଼ିଆ ଟେଷ୍ଟପେପର୍ସ	[5, 394, 123, 408]
wafco-office: OFFICE OF THE GENERAL MANAGER	[408, 590, 476, 594]
article-hospital: ଜିଲ୍ଲା ମୁଖ୍ୟାଳୟ ସହରରେ ଅବସ୍ଥିତ ଅଙ୍ଗନୱାଡ଼ି କେନ୍ଦ୍ରଗୁଡ଼ିକରେ ପିଲାମାନଙ୍କ ପାଇଁ ଉପଯୁକ୍ତ ଘର ନାହିଁ। ବର୍ଷା ଦିନେ ଛାତରୁ ପାଣି ଝରୁଛି ଏବଂ ପିଲାମାନେ ଅସୁବିଧାରେ ପଡ଼ୁଛନ୍ତି। ଅଭିଭାବକମାନେ ଏ ନେଇ ପ୍ରଶାସନର ଦୃଷ୍ଟି ଆକର୍ଷଣ କରିଛନ୍ତି। ସ୍ଥାନୀୟ ଲୋକମାନେ କହିଛନ୍ତି ଯେ କେନ୍ଦ୍ରରେ ପାନୀୟ ଜଳ ଓ ଶୌଚାଳୟ ବ୍ୟବସ୍ଥା ମଧ୍ୟ ନାହିଁ। ଶିଶୁ ବିକାଶ ପ୍ରକଳ୍ପ ଅଧିକାରୀ ଏ ବିଷୟରେ ଯାଞ୍ଚ କରିବେ ବୋଲି କହିଛନ୍ତି।	[386, 370, 496, 392]
page-number: ପୃଷ୍ଠା ୧୩	[477, 31, 496, 36]
water-gov: GOVERNMENT OF ODISHA	[300, 585, 356, 590]
itda-ad	[128, 450, 268, 580]
photo-hospital	[330, 350, 382, 386]
itda-bid: Bid Identification No. ITDA/KJR-02/2025-26	[166, 481, 230, 485]
book-cover-1	[8, 350, 44, 382]
wafco-place: WATCO ODISHA, BHUBANESWAR	[410, 595, 473, 599]
wafco-logo: WAFCO	[429, 585, 455, 590]
promo-books	[5, 347, 123, 385]
article-right-block: ଜିଲ୍ଲା ମୁଖ୍ୟାଳୟ ସହରରେ ଅବସ୍ଥିତ ଅଙ୍ଗନୱାଡ଼ି କେନ୍ଦ୍ରଗୁଡ଼ିକରେ ପିଲାମାନଙ୍କ ପାଇଁ ଉପଯୁକ୍ତ ଘର ନାହିଁ। ବର୍ଷା ଦିନେ ଛାତରୁ ପାଣି ଝରୁଛି ଏବଂ ପିଲାମାନେ ଅସୁବିଧାରେ ପଡ଼ୁଛନ୍ତି। ଅଭିଭାବକମାନେ ଏ ନେଇ ପ୍ରଶାସନର ଦୃଷ୍ଟି ଆକର୍ଷଣ କରିଛନ୍ତି। ସ୍ଥାନୀୟ ଲୋକମାନେ କହିଛନ୍ତି ଯେ କେନ୍ଦ୍ରରେ ପାନୀୟ ଜଳ ଓ ଶୌଚାଳୟ ବ୍ୟବସ୍ଥା ମଧ୍ୟ ନାହିଁ। ଶିଶୁ ବିକାଶ ପ୍ରକଳ୍ପ ଅଧିକାରୀ ଏ ବିଷୟରେ ଯାଞ୍ଚ କରିବେ ବୋଲି କହିଛନ୍ତି।	[330, 246, 496, 264]
itda-table	[132, 487, 264, 561]
supt-engineer-ad	[272, 474, 496, 578]
promo-sub: ଅଷ୍ଟମ ଓ ନବମ ଶ୍ରେଣୀ	[39, 409, 89, 415]
